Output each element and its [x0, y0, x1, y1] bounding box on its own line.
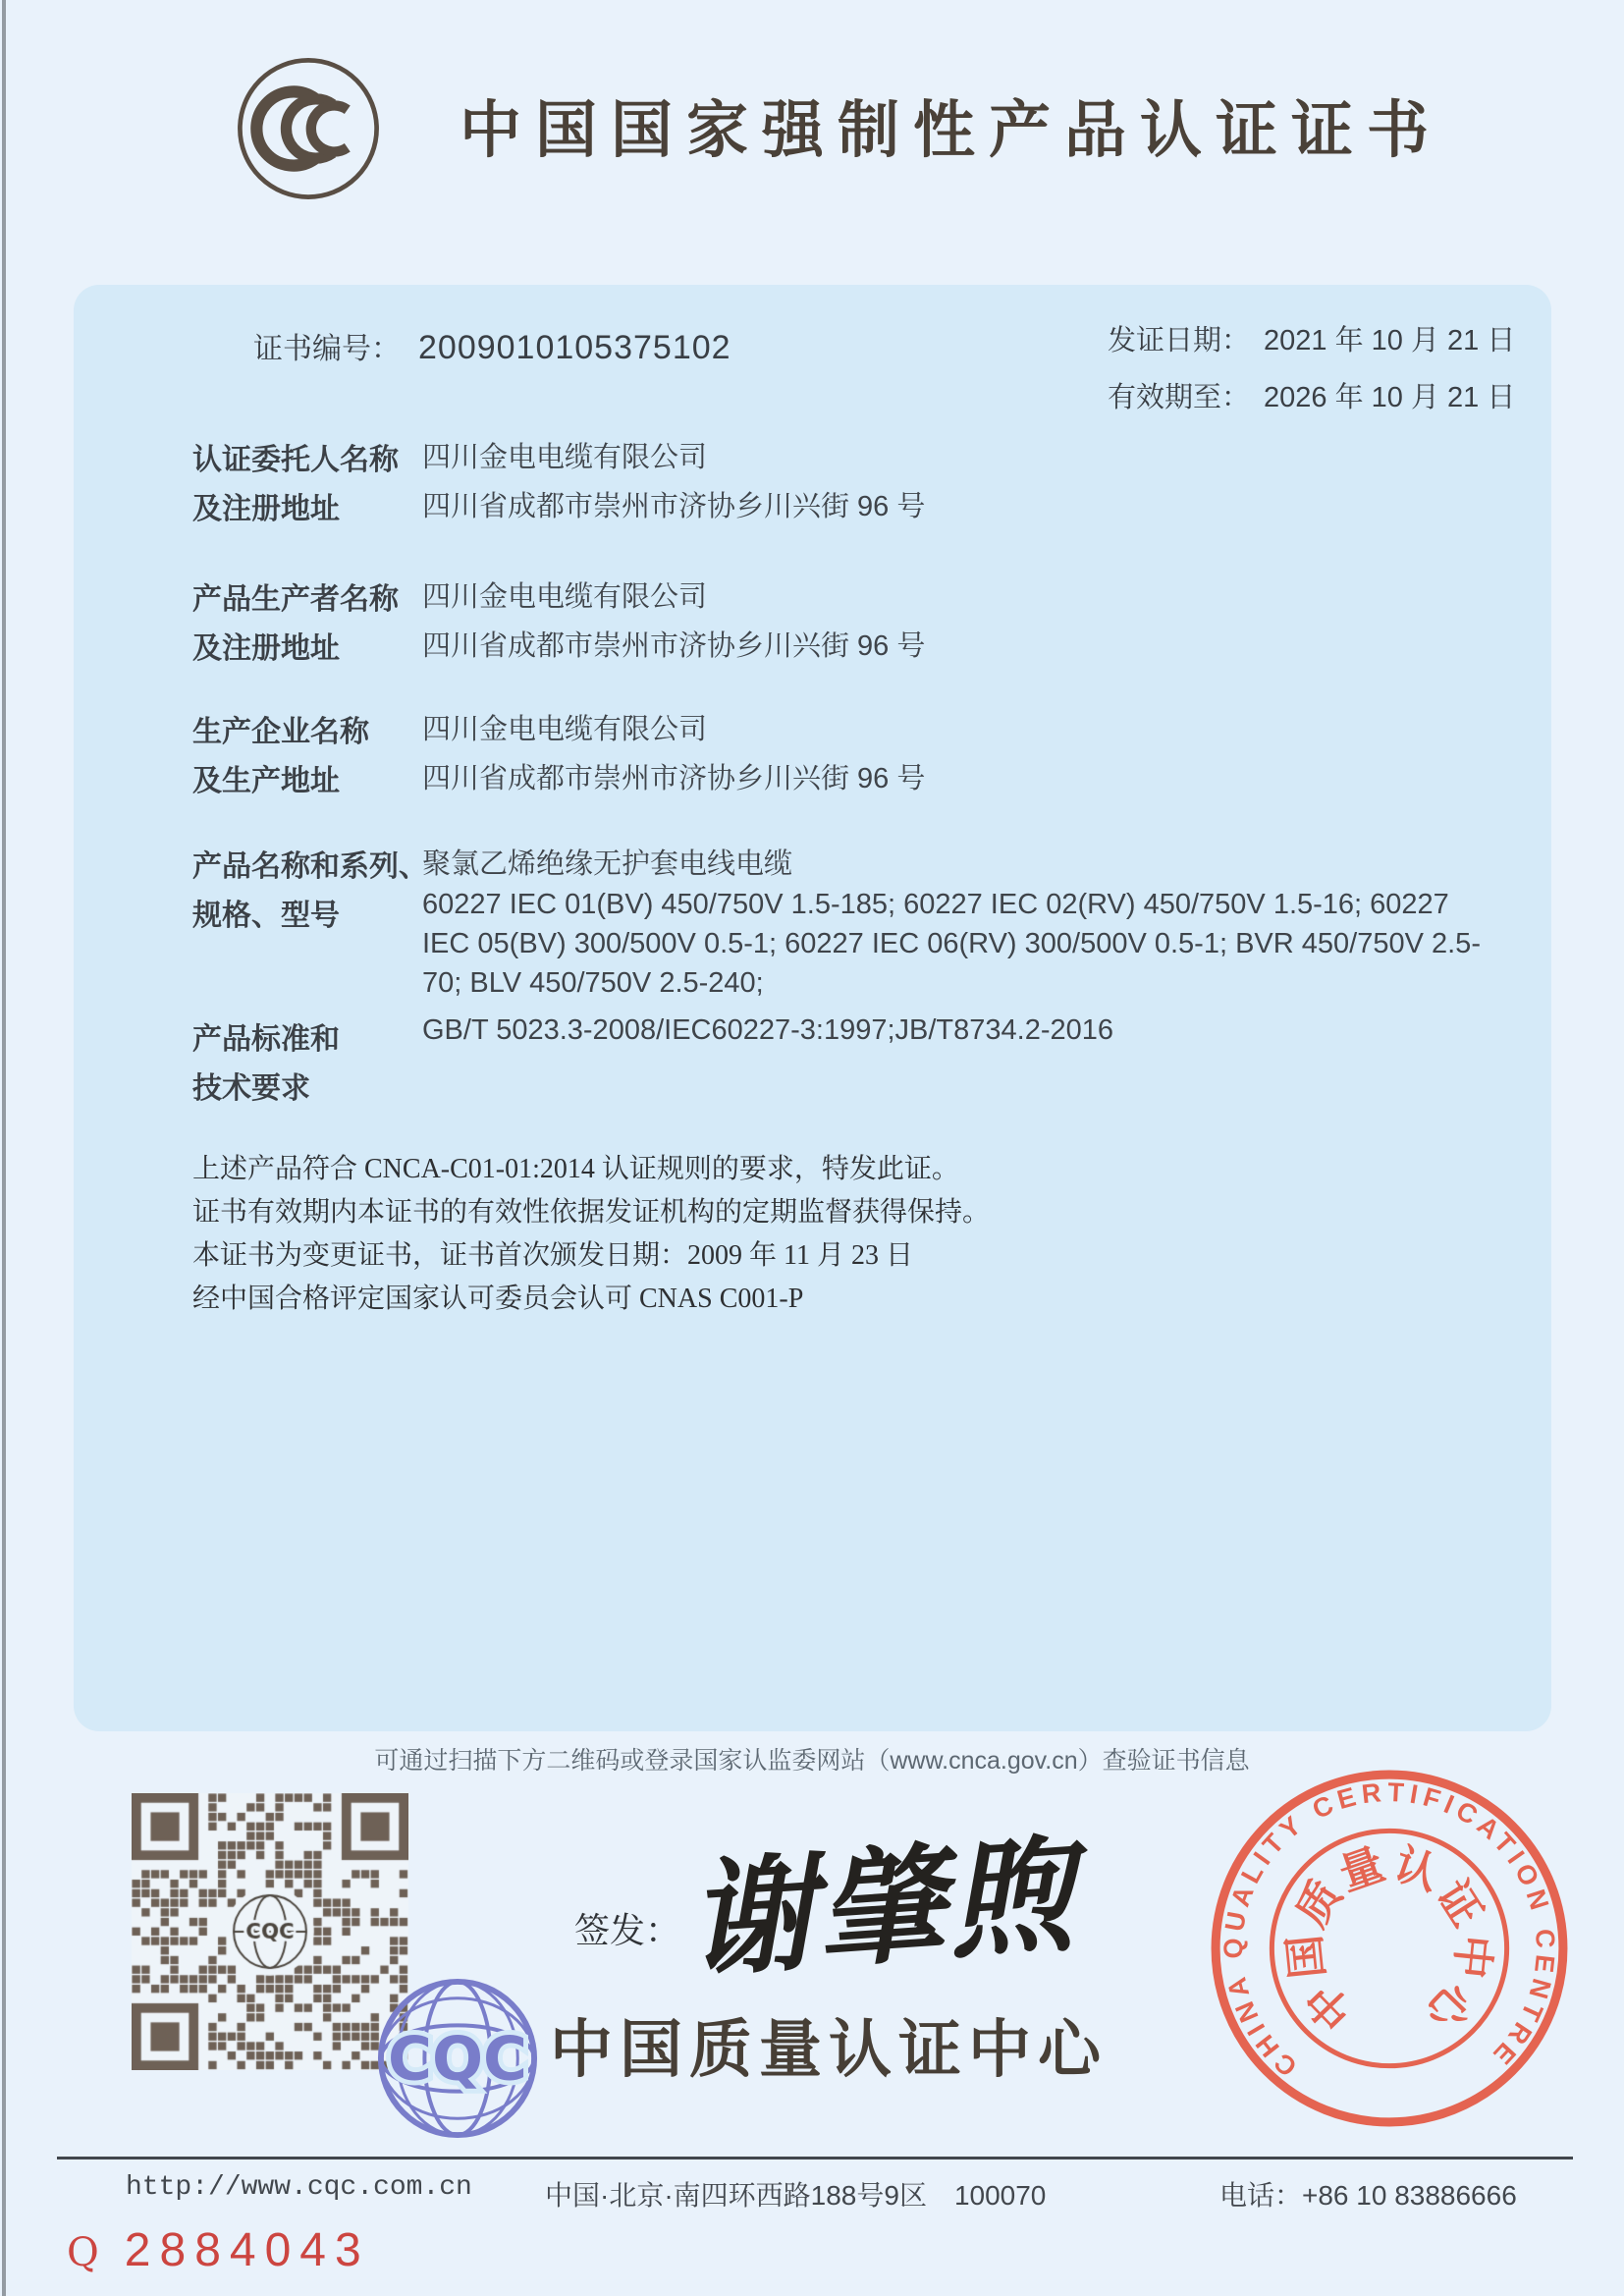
field-value: 四川省成都市崇州市济协乡川兴街 96 号: [422, 763, 926, 794]
statement-line: 本证书为变更证书，证书首次颁发日期：2009 年 11 月 23 日: [192, 1240, 913, 1271]
field-label: 及生产地址: [192, 765, 340, 797]
sign-label: 签发：: [574, 1911, 681, 1950]
field-value: 四川省成都市崇州市济协乡川兴街 96 号: [422, 491, 926, 522]
footer-divider: [57, 2157, 1573, 2159]
svg-text:质: 质: [1287, 1872, 1352, 1936]
qr-code-image: [132, 1793, 408, 2070]
footer-address: 中国·北京·南四环西路188号9区 100070: [545, 2180, 1047, 2211]
field-label: 生产企业名称: [192, 716, 369, 748]
field-value: 四川省成都市崇州市济协乡川兴街 96 号: [422, 630, 926, 662]
serial-number: [67, 2223, 370, 2277]
red-stamp-icon: [1202, 1761, 1577, 2136]
issuer-name: 中国质量认证中心: [550, 2014, 1108, 2085]
issue-date-value: 2021 年 10 月 21 日: [1264, 325, 1516, 356]
scan-edge-artifact: [2, 0, 6, 2296]
certificate-number-value: 2009010105375102: [418, 329, 731, 366]
svg-text:量: 量: [1333, 1839, 1391, 1900]
svg-text:心: 心: [1416, 1973, 1482, 2039]
serial-digits: 2884043: [124, 2224, 370, 2276]
certificate-title: 中国国家强制性产品认证证书: [460, 96, 1442, 165]
field-label: 认证委托人名称: [192, 444, 399, 476]
svg-text:中: 中: [1297, 1973, 1363, 2039]
field-label: 技术要求: [192, 1072, 310, 1105]
statement-line: 证书有效期内本证书的有效性依据发证机构的定期监督获得保持。: [192, 1197, 991, 1228]
svg-text:证: 证: [1427, 1872, 1491, 1936]
serial-prefix: Q: [67, 2230, 99, 2275]
field-value: 四川金电电缆有限公司: [422, 581, 708, 613]
cqc-logo-text: CQC: [387, 2024, 528, 2095]
expiry-date-value: 2026 年 10 月 21 日: [1264, 382, 1516, 413]
field-label: 产品标准和: [192, 1023, 340, 1056]
issue-date-label: 发证日期：: [1108, 325, 1251, 356]
qr-code-canvas: [132, 1793, 408, 2070]
ccc-mark-icon: [234, 51, 383, 206]
field-value: 60227 IEC 01(BV) 450/750V 1.5-185; 60227 IEC 02(RV) 450/750V 1.5-16; 60227 IEC 05(BV) 300/500V 0.5-1; 60227 IEC 06(RV) 300/500V 0.5-1; BVR 450/750V 2.5-70; BLV 450/750V 2.5-240;: [422, 889, 1481, 999]
field-label: 及注册地址: [192, 632, 340, 665]
footer-website: http://www.cqc.com.cn: [126, 2172, 472, 2203]
dates-block: [1108, 318, 1515, 432]
field-value: 四川金电电缆有限公司: [422, 714, 708, 745]
svg-text:国: 国: [1280, 1932, 1333, 1981]
field-value: GB/T 5023.3-2008/IEC60227-3:1997;JB/T8734.2-2016: [422, 1014, 1114, 1046]
stamp-inner-text: [1280, 1840, 1497, 2040]
field-label: 产品生产者名称: [192, 583, 399, 616]
expiry-date-label: 有效期至：: [1108, 382, 1251, 413]
field-label: 产品名称和系列、: [192, 850, 428, 883]
signature-handwriting: 谢肇煦: [683, 1821, 1082, 1995]
svg-text:中: 中: [1445, 1932, 1498, 1981]
cqc-globe-icon: [375, 1976, 540, 2141]
svg-text:认: 认: [1387, 1839, 1445, 1900]
statement-line: 经中国合格评定国家认可委员会认可 CNAS C001-P: [192, 1284, 804, 1314]
statement-paragraph: [192, 1147, 990, 1320]
stamp-ring-text: CHINA QUALITY CERTIFICATION CENTRE: [1218, 1776, 1562, 2083]
field-value: 四川金电电缆有限公司: [422, 442, 708, 473]
field-value: 聚氯乙烯绝缘无护套电线电缆: [422, 848, 793, 880]
certificate-number-label: 证书编号：: [253, 333, 401, 365]
certificate-number-row: [253, 324, 731, 367]
field-label: 及注册地址: [192, 493, 340, 525]
footer-phone: 电话：+86 10 83886666: [1219, 2180, 1517, 2211]
verify-note: 可通过扫描下方二维码或登录国家认监委网站（www.cnca.gov.cn）查验证书信息: [374, 1747, 1250, 1775]
field-label: 规格、型号: [192, 900, 340, 932]
statement-line: 上述产品符合 CNCA-C01-01:2014 认证规则的要求，特发此证。: [192, 1154, 959, 1184]
